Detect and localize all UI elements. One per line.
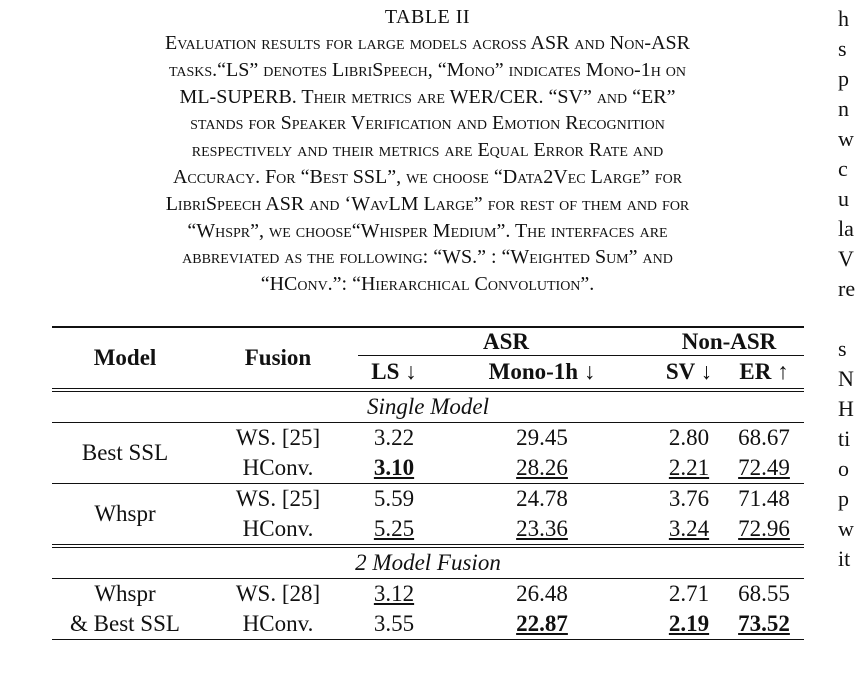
column-fragment: la [838, 216, 854, 241]
column-fragment: p [838, 486, 849, 511]
header-mono: Mono-1h ↓ [488, 359, 596, 385]
table-row [52, 609, 804, 640]
model-whspr: Whspr [94, 501, 156, 526]
column-fragment: c [838, 156, 848, 181]
fusion-cell: HConv. [242, 516, 314, 541]
table-row [52, 484, 804, 515]
ls-cell: 3.55 [373, 611, 415, 636]
column-fragment: N [838, 366, 854, 391]
column-fragment: u [838, 186, 849, 211]
er-cell: 72.96 [738, 516, 790, 541]
er-cell: 68.55 [738, 581, 790, 606]
column-fragment: s [838, 36, 847, 61]
column-fragment: ti [838, 426, 851, 451]
mono-cell: 26.48 [516, 581, 568, 606]
mono-cell: 23.36 [516, 516, 568, 541]
caption-line: LibriSpeech ASR and ‘WavLM Large” for rest of them and for [165, 192, 690, 215]
model-combo-line1: Whspr [94, 581, 156, 606]
mono-cell: 22.87 [516, 611, 568, 636]
column-fragment: h [838, 6, 849, 31]
er-cell: 68.67 [738, 425, 790, 450]
caption-line: abbreviated as the following: “WS.” : “Weighted Sum” and [182, 246, 673, 269]
ls-cell: 3.12 [373, 581, 415, 606]
ls-cell: 5.59 [373, 486, 415, 511]
sv-cell: 3.24 [668, 516, 710, 541]
header-er: ER ↑ [739, 359, 789, 385]
column-fragment [838, 304, 855, 334]
caption-line: tasks.“LS” denotes LibriSpeech, “Mono” indicates Mono-1h on [168, 58, 687, 81]
caption-line: Accuracy. For “Best SSL”, we choose “Data2Vec Large” for [172, 165, 683, 188]
results-table [52, 326, 804, 640]
section-single-model: Single Model [367, 394, 489, 419]
caption-line: “HConv.”: “Hierarchical Convolution”. [260, 273, 595, 296]
mono-cell: 29.45 [516, 425, 568, 450]
table-row [52, 423, 804, 454]
fusion-cell: HConv. [242, 611, 314, 636]
column-fragment: re [838, 276, 855, 301]
fusion-cell: WS. [28] [235, 581, 321, 606]
section-row [52, 546, 804, 579]
model-best-ssl: Best SSL [81, 440, 169, 465]
column-fragment: n [838, 96, 849, 121]
caption-line: “Whspr”, we choose“Whisper Medium”. The interfaces are [187, 219, 668, 242]
column-fragment: o [838, 456, 849, 481]
header-sv: SV ↓ [665, 359, 713, 385]
caption-line: stands for Speaker Verification and Emotion Recognition [190, 112, 665, 135]
er-cell: 73.52 [738, 611, 790, 636]
mono-cell: 24.78 [516, 486, 568, 511]
caption-line: Evaluation results for large models across ASR and Non-ASR [165, 32, 690, 54]
caption-line: ML-SUPERB. Their metrics are WER/CER. “SV” and “ER” [179, 85, 676, 108]
column-fragment: H [838, 396, 854, 421]
sv-cell: 2.71 [668, 581, 710, 606]
column-fragment: w [838, 126, 854, 151]
column-fragment: s [838, 336, 847, 361]
sv-cell: 2.21 [668, 455, 710, 480]
sv-cell: 3.76 [668, 486, 710, 511]
model-combo-line2: & Best SSL [70, 611, 180, 636]
mono-cell: 28.26 [516, 455, 568, 480]
header-ls: LS ↓ [371, 359, 417, 385]
er-cell: 72.49 [738, 455, 790, 480]
column-fragment: it [838, 546, 851, 571]
column-fragment: V [838, 246, 854, 271]
header-row [52, 327, 804, 356]
fusion-cell: WS. [25] [235, 486, 321, 511]
table-title: TABLE II [384, 6, 471, 28]
ls-cell: 5.25 [373, 516, 415, 541]
header-fusion: Fusion [244, 345, 312, 370]
header-asr: ASR [358, 327, 654, 356]
ls-cell: 3.22 [373, 425, 415, 450]
column-fragment: p [838, 66, 849, 91]
section-row [52, 390, 804, 423]
table-row [52, 579, 804, 610]
fusion-cell: WS. [25] [235, 425, 321, 450]
fusion-cell: HConv. [242, 455, 314, 480]
table-caption [40, 4, 815, 298]
section-2-model-fusion: 2 Model Fusion [355, 550, 501, 575]
sv-cell: 2.19 [668, 611, 710, 636]
column-fragment: w [838, 516, 854, 541]
header-model: Model [93, 345, 157, 370]
adjacent-column-text [838, 4, 855, 574]
caption-line: respectively and their metrics are Equal Error Rate and [191, 139, 664, 162]
er-cell: 71.48 [738, 486, 790, 511]
ls-cell: 3.10 [373, 455, 415, 480]
sv-cell: 2.80 [668, 425, 710, 450]
header-nonasr: Non-ASR [654, 327, 804, 356]
